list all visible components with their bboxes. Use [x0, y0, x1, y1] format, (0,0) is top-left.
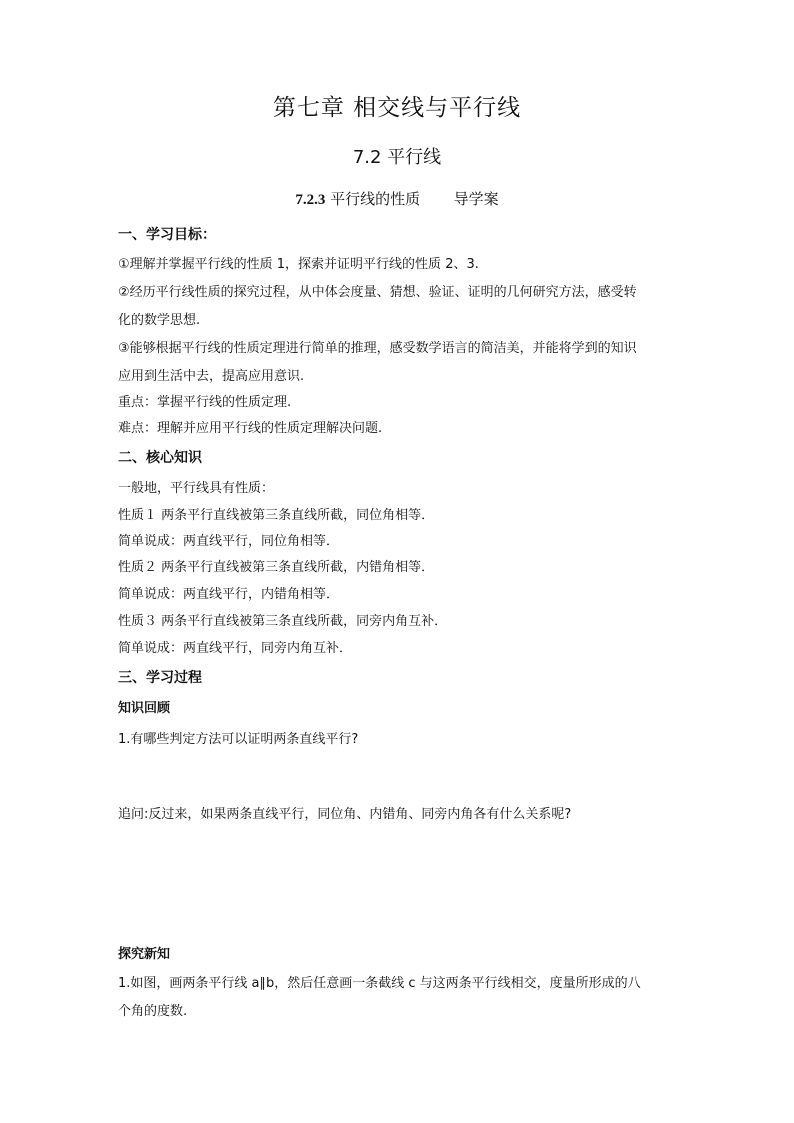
objective-2-line-2: 化的数学思想.	[118, 313, 201, 328]
objective-3-line-1: ③能够根据平行线的性质定理进行简单的推理，感受数学语言的简洁美，并能将学到的知识	[118, 341, 637, 356]
core-heading: 二、核心知识	[118, 450, 202, 466]
review-followup: 追问:反过来，如果两条直线平行，同位角、内错角、同旁内角各有什么关系呢?	[118, 807, 572, 822]
objectives-heading: 一、学习目标：	[118, 227, 216, 243]
property-2: 性质２ 两条平行直线被第三条直线所截，内错角相等．	[118, 560, 435, 575]
review-heading: 知识回顾	[118, 701, 171, 716]
property-3-simple: 简单说成：两直线平行，同旁内角互补．	[118, 641, 353, 656]
key-point: 重点：掌握平行线的性质定理.	[118, 395, 292, 410]
property-1-simple: 简单说成：两直线平行，同位角相等．	[118, 534, 340, 549]
chapter-title: 第七章 相交线与平行线	[272, 95, 522, 121]
objective-1: ①理解并掌握平行线的性质 1，探索并证明平行线的性质 2、3.	[118, 257, 479, 272]
lesson-name: 平行线的性质	[330, 190, 421, 208]
explore-heading: 探究新知	[118, 947, 171, 962]
section-title: 7.2 平行线	[352, 147, 442, 168]
review-question-1: 1.有哪些判定方法可以证明两条直线平行?	[118, 732, 359, 747]
lesson-type: 导学案	[453, 190, 499, 208]
lesson-number: 7.2.3	[295, 192, 326, 208]
explore-question-1-line-2: 个角的度数.	[118, 1004, 188, 1019]
process-heading: 三、学习过程	[118, 670, 202, 686]
property-2-simple: 简单说成：两直线平行，内错角相等．	[118, 587, 340, 602]
property-1: 性质１ 两条平行直线被第三条直线所截，同位角相等．	[118, 508, 435, 523]
lesson-title	[0, 188, 794, 211]
property-3: 性质３ 两条平行直线被第三条直线所截，同旁内角互补．	[118, 614, 448, 629]
objective-3-line-2: 应用到生活中去，提高应用意识.	[118, 369, 305, 384]
core-intro: 一般地，平行线具有性质：	[118, 481, 275, 496]
explore-question-1-line-1: 1.如图，画两条平行线 a∥b，然后任意画一条截线 c 与这两条平行线相交，度量所形成的八	[118, 976, 641, 991]
difficulty: 难点：理解并应用平行线的性质定理解决问题.	[118, 421, 383, 436]
objective-2-line-1: ②经历平行线性质的探究过程，从中体会度量、猜想、验证、证明的几何研究方法，感受转	[118, 285, 637, 300]
